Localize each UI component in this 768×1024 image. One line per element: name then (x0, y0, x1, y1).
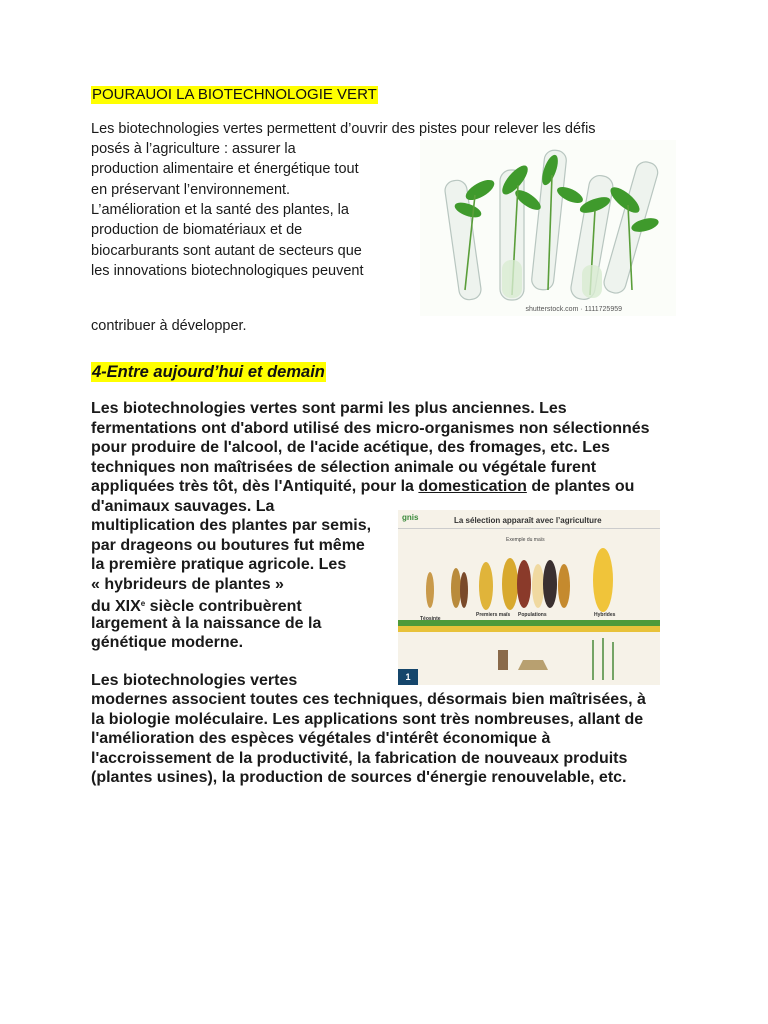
para2-line-3: pour produire de l'alcool, de l'acide acétique, des fromages, etc. Les (91, 439, 610, 456)
intro-line-6: production de biomatériaux et de (91, 222, 303, 238)
para2-line-5 (91, 477, 634, 497)
para2-line-5-before: appliquées très tôt, dès l'Antiquité, pour la (91, 478, 419, 495)
corn-selection-infographic (398, 510, 660, 685)
intro-line-4: en préservant l’environnement. (91, 182, 291, 198)
para3-line-1: Les biotechnologies vertes (91, 672, 298, 689)
para2-narrow-5: « hybrideurs de plantes » (91, 576, 284, 593)
para2-tail-2: génétique moderne. (91, 634, 244, 651)
intro-line-5: L’amélioration et la santé des plantes, la (91, 202, 349, 218)
para2-line-2: fermentations ont d'abord utilisé des micro-organismes non sélectionnés (91, 420, 650, 437)
domestication-link[interactable]: domestication (418, 478, 527, 495)
para2-line-5-after: de plantes ou (526, 478, 635, 495)
para3-line-2: modernes associent toutes ces techniques, désormais bien maîtrisées, à (91, 691, 646, 708)
infographic-title: La sélection apparaît avec l’agriculture (454, 516, 602, 525)
para2-line-1: Les biotechnologies vertes sont parmi les plus anciennes. Les (91, 400, 567, 417)
photo-caption: shutterstock.com · 1111725959 (525, 306, 622, 313)
label-hybrides: Hybrides (594, 612, 616, 618)
infographic-subtitle: Exemple du maïs (506, 537, 545, 543)
para2-narrow-3: par drageons ou boutures fut même (91, 537, 365, 554)
para3-line-4: l'amélioration des espèces végétales d'intérêt économique à (91, 730, 551, 747)
para3-line-6: (plantes usines), la production de sources d'énergie renouvelable, etc. (91, 769, 627, 786)
para3-line-3: la biologie moléculaire. Les applications sont très nombreuses, allant de (91, 711, 644, 728)
para2-narrow-4: la première pratique agricole. Les (91, 556, 347, 573)
page-heading: POURAUOI LA BIOTECHNOLOGIE VERT (92, 86, 377, 103)
figure-number-badge: 1 (398, 669, 418, 685)
para2-narrow-2: multiplication des plantes par semis, (91, 517, 372, 534)
para3-line-5: l'accroissement de la productivité, la fabrication de nouveaux produits (91, 750, 628, 767)
para2-line-4: techniques non maîtrisées de sélection animale ou végétale furent (91, 459, 597, 476)
intro-line-2: posés à l’agriculture : assurer la (91, 141, 296, 157)
label-premiers-mais: Premiers maïs (476, 612, 511, 618)
label-populations: Populations (518, 612, 547, 618)
intro-line-7: biocarburants sont autant de secteurs que (91, 243, 362, 259)
label-teosinte: Téosinte (420, 616, 441, 622)
intro-line-3: production alimentaire et énergétique tout (91, 161, 359, 177)
section-title: 4-Entre aujourd’hui et demain (92, 363, 325, 381)
gnis-logo: gnis (402, 513, 419, 522)
century-after: siècle contribuèrent (145, 598, 302, 615)
intro-line-last: contribuer à développer. (91, 318, 247, 334)
century-sup: e (140, 599, 146, 608)
intro-line-1: Les biotechnologies vertes permettent d’ouvrir des pistes pour relever les défis (91, 121, 596, 137)
century-before: du XIX (91, 598, 141, 615)
para2-narrow-1: d'animaux sauvages. La (91, 498, 275, 515)
para2-tail-1: largement à la naissance de la (91, 615, 322, 632)
intro-line-8: les innovations biotechnologiques peuvent (91, 263, 364, 279)
plant-test-tube-photo (420, 140, 676, 316)
